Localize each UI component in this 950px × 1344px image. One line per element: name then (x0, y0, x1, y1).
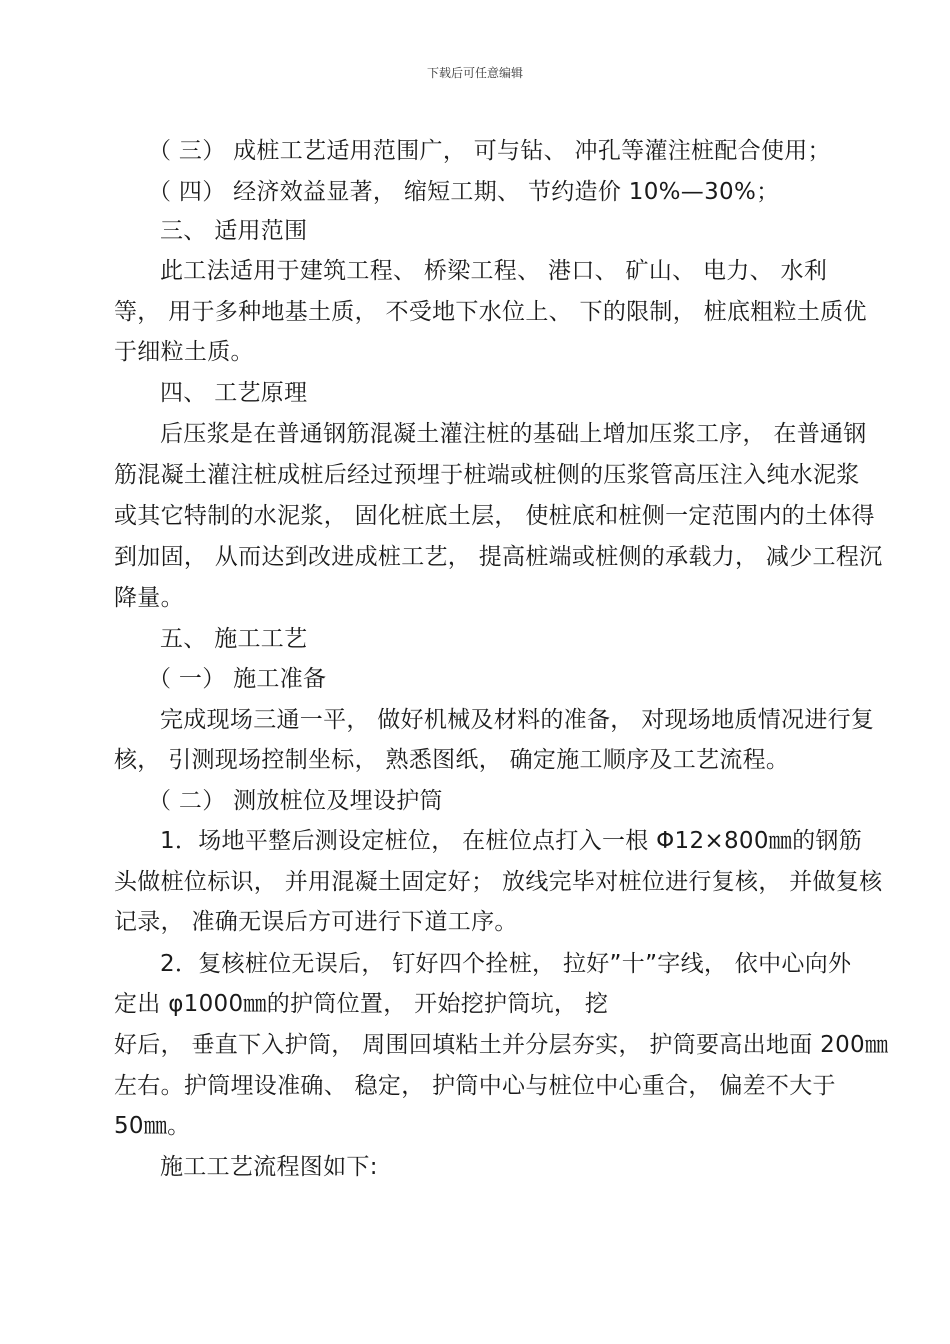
paragraph-line: 施工工艺流程图如下: (160, 1154, 378, 1180)
page-header: 下载后可任意编辑 (426, 66, 523, 80)
paragraph-line: 完成现场三通一平， 做好机械及材料的准备， 对现场地质情况进行复 (160, 707, 875, 733)
paragraph-line: 好后， 垂直下入护筒， 周围回填粘土并分层夯实， 护筒要高出地面 200㎜ (114, 1032, 889, 1058)
paragraph-line: 1．场地平整后测设定桩位， 在桩位点打入一根 Φ12×800㎜的钢筋 (160, 828, 862, 854)
paragraph-line: 此工法适用于建筑工程、 桥梁工程、 港口、 矿山、 电力、 水利 (160, 258, 828, 284)
section-heading: 三、 适用范围 (160, 218, 308, 244)
paragraph-line: 头做桩位标识， 并用混凝土固定好； 放线完毕对桩位进行复核， 并做复核 (114, 869, 883, 895)
section-heading: 五、 施工工艺 (160, 626, 308, 652)
paragraph-line: （ 四） 经济效益显著， 缩短工期、 节约造价 10%—30%； (148, 179, 780, 205)
paragraph-line: 定出 φ1000㎜的护筒位置， 开始挖护筒坑， 挖 (114, 991, 609, 1017)
paragraph-line: 后压浆是在普通钢筋混凝土灌注桩的基础上增加压浆工序， 在普通钢 (160, 421, 867, 447)
section-heading: 四、 工艺原理 (160, 380, 308, 406)
paragraph-line: 降量。 (114, 585, 184, 611)
paragraph-line: 于细粒土质。 (114, 339, 254, 365)
paragraph-line: 核， 引测现场控制坐标， 熟悉图纸， 确定施工顺序及工艺流程。 (114, 747, 790, 773)
paragraph-line: 到加固， 从而达到改进成桩工艺， 提高桩端或桩侧的承载力， 减少工程沉 (114, 544, 883, 570)
paragraph-line: 或其它特制的水泥浆， 固化桩底土层， 使桩底和桩侧一定范围内的土体得 (114, 503, 875, 529)
subsection-heading: （ 一） 施工准备 (148, 666, 327, 692)
paragraph-line: 左右。护筒埋设准确、 稳定， 护筒中心与桩位中心重合， 偏差不大于 (114, 1073, 836, 1099)
paragraph-line: 记录， 准确无误后方可进行下道工序。 (114, 909, 518, 935)
paragraph-line: 筋混凝土灌注桩成桩后经过预埋于桩端或桩侧的压浆管高压注入纯水泥浆 (114, 462, 860, 488)
paragraph-line: （ 三） 成桩工艺适用范围广， 可与钻、 冲孔等灌注桩配合使用； (148, 138, 831, 164)
paragraph-line: 2．复核桩位无误后， 钉好四个拴桩， 拉好”十”字线， 依中心向外 (160, 951, 852, 977)
paragraph-line: 等， 用于多种地基土质， 不受地下水位上、 下的限制， 桩底粗粒土质优 (114, 299, 867, 325)
subsection-heading: （ 二） 测放桩位及埋设护筒 (148, 788, 443, 814)
paragraph-line: 50㎜。 (114, 1113, 191, 1139)
